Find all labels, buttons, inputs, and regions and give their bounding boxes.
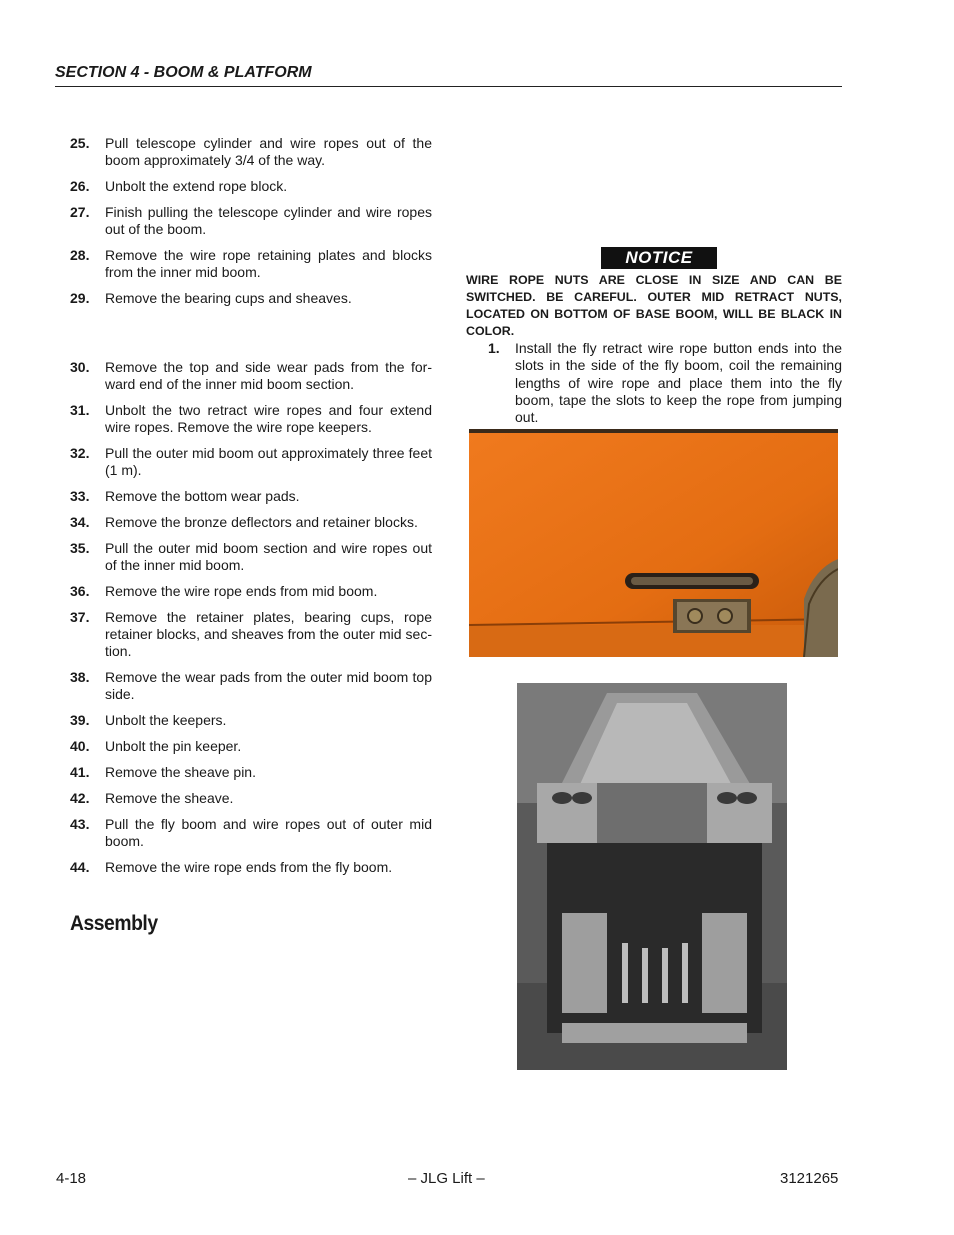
step-number: 29. <box>70 290 90 306</box>
list-item <box>70 402 432 436</box>
list-item <box>70 790 432 807</box>
step-text: Pull the outer mid boom out approximately three feet (1 m). <box>105 445 432 478</box>
step-text: Remove the bearing cups and sheaves. <box>105 290 352 306</box>
footer-publisher: – JLG Lift – <box>408 1170 485 1187</box>
assembly-heading: Assembly <box>70 912 158 935</box>
list-item <box>70 764 432 781</box>
step-text: Remove the wear pads from the outer mid boom top side. <box>105 669 432 702</box>
step-number: 26. <box>70 178 90 194</box>
list-item <box>70 583 432 600</box>
step-number: 25. <box>70 135 90 151</box>
steps-group-b <box>70 359 432 876</box>
step-number: 35. <box>70 540 90 556</box>
notice-badge: NOTICE <box>601 247 717 269</box>
step-number: 1. <box>488 340 500 356</box>
fly-boom-slot-photo <box>469 429 838 657</box>
step-number: 39. <box>70 712 90 728</box>
step-number: 27. <box>70 204 90 220</box>
boom-end-wire-ropes-photo <box>517 683 787 1070</box>
step-text: Remove the wire rope ends from mid boom. <box>105 583 378 599</box>
step-number: 44. <box>70 859 90 875</box>
step-number: 28. <box>70 247 90 263</box>
step-text: Remove the top and side wear pads from the for-ward end of the inner mid boom section. <box>105 359 432 392</box>
step-text: Unbolt the keepers. <box>105 712 227 728</box>
list-item <box>70 514 432 531</box>
step-text: Remove the retainer plates, bearing cups, rope retainer blocks, and sheaves from the outer mid sec-tion. <box>105 609 432 659</box>
step-number: 30. <box>70 359 90 375</box>
step-number: 36. <box>70 583 90 599</box>
step-number: 37. <box>70 609 90 625</box>
step-number: 34. <box>70 514 90 530</box>
step-text: Unbolt the pin keeper. <box>105 738 242 754</box>
list-item <box>70 247 432 281</box>
step-text: Remove the wire rope retaining plates and blocks from the inner mid boom. <box>105 247 432 280</box>
step-number: 40. <box>70 738 90 754</box>
list-item <box>70 445 432 479</box>
steps-group-a <box>70 135 432 307</box>
step-text: Pull telescope cylinder and wire ropes out of the boom approximately 3/4 of the way. <box>105 135 432 168</box>
assembly-step-1 <box>488 340 842 426</box>
footer-page-number: 4-18 <box>56 1170 87 1187</box>
list-item <box>70 488 432 505</box>
list-item <box>70 540 432 574</box>
step-text: Unbolt the two retract wire ropes and four extend wire ropes. Remove the wire rope keepers. <box>105 402 432 435</box>
notice-text: WIRE ROPE NUTS ARE CLOSE IN SIZE AND CAN BE SWITCHED. BE CAREFUL. OUTER MID RETRACT NUTS, LOCATED ON BOTTOM OF BASE BOOM, WILL BE BLACK IN COLOR. <box>466 273 842 338</box>
step-text: Remove the sheave. <box>105 790 234 806</box>
step-text: Finish pulling the telescope cylinder and wire ropes out of the boom. <box>105 204 432 237</box>
step-text: Remove the bottom wear pads. <box>105 488 300 504</box>
step-number: 43. <box>70 816 90 832</box>
section-header: SECTION 4 - BOOM & PLATFORM <box>55 64 842 87</box>
step-text: Remove the sheave pin. <box>105 764 256 780</box>
disassembly-steps <box>70 135 432 885</box>
list-item <box>70 135 432 169</box>
list-item <box>70 178 432 195</box>
list-item <box>70 609 432 660</box>
list-item <box>70 359 432 393</box>
step-text: Unbolt the extend rope block. <box>105 178 288 194</box>
step-number: 42. <box>70 790 90 806</box>
step-number: 41. <box>70 764 90 780</box>
list-item <box>70 669 432 703</box>
step-text: Remove the wire rope ends from the fly boom. <box>105 859 393 875</box>
list-item <box>70 204 432 238</box>
step-number: 31. <box>70 402 90 418</box>
spacer <box>70 316 432 359</box>
step-text: Pull the outer mid boom section and wire ropes out of the inner mid boom. <box>105 540 432 573</box>
list-item <box>70 738 432 755</box>
step-text: Remove the bronze deflectors and retainer blocks. <box>105 514 418 530</box>
footer-doc-number: 3121265 <box>780 1170 839 1187</box>
step-number: 32. <box>70 445 90 461</box>
step-number: 38. <box>70 669 90 685</box>
list-item <box>70 859 432 876</box>
step-number: 33. <box>70 488 90 504</box>
list-item <box>70 816 432 850</box>
step-text: Pull the fly boom and wire ropes out of outer mid boom. <box>105 816 432 849</box>
step-text: Install the fly retract wire rope button ends into the slots in the side of the fly boom, coil the remaining lengths of wire rope and place them into the fly boom, tape the slots to keep the rope from jumping out. <box>515 340 842 426</box>
list-item <box>70 712 432 729</box>
list-item <box>70 290 432 307</box>
